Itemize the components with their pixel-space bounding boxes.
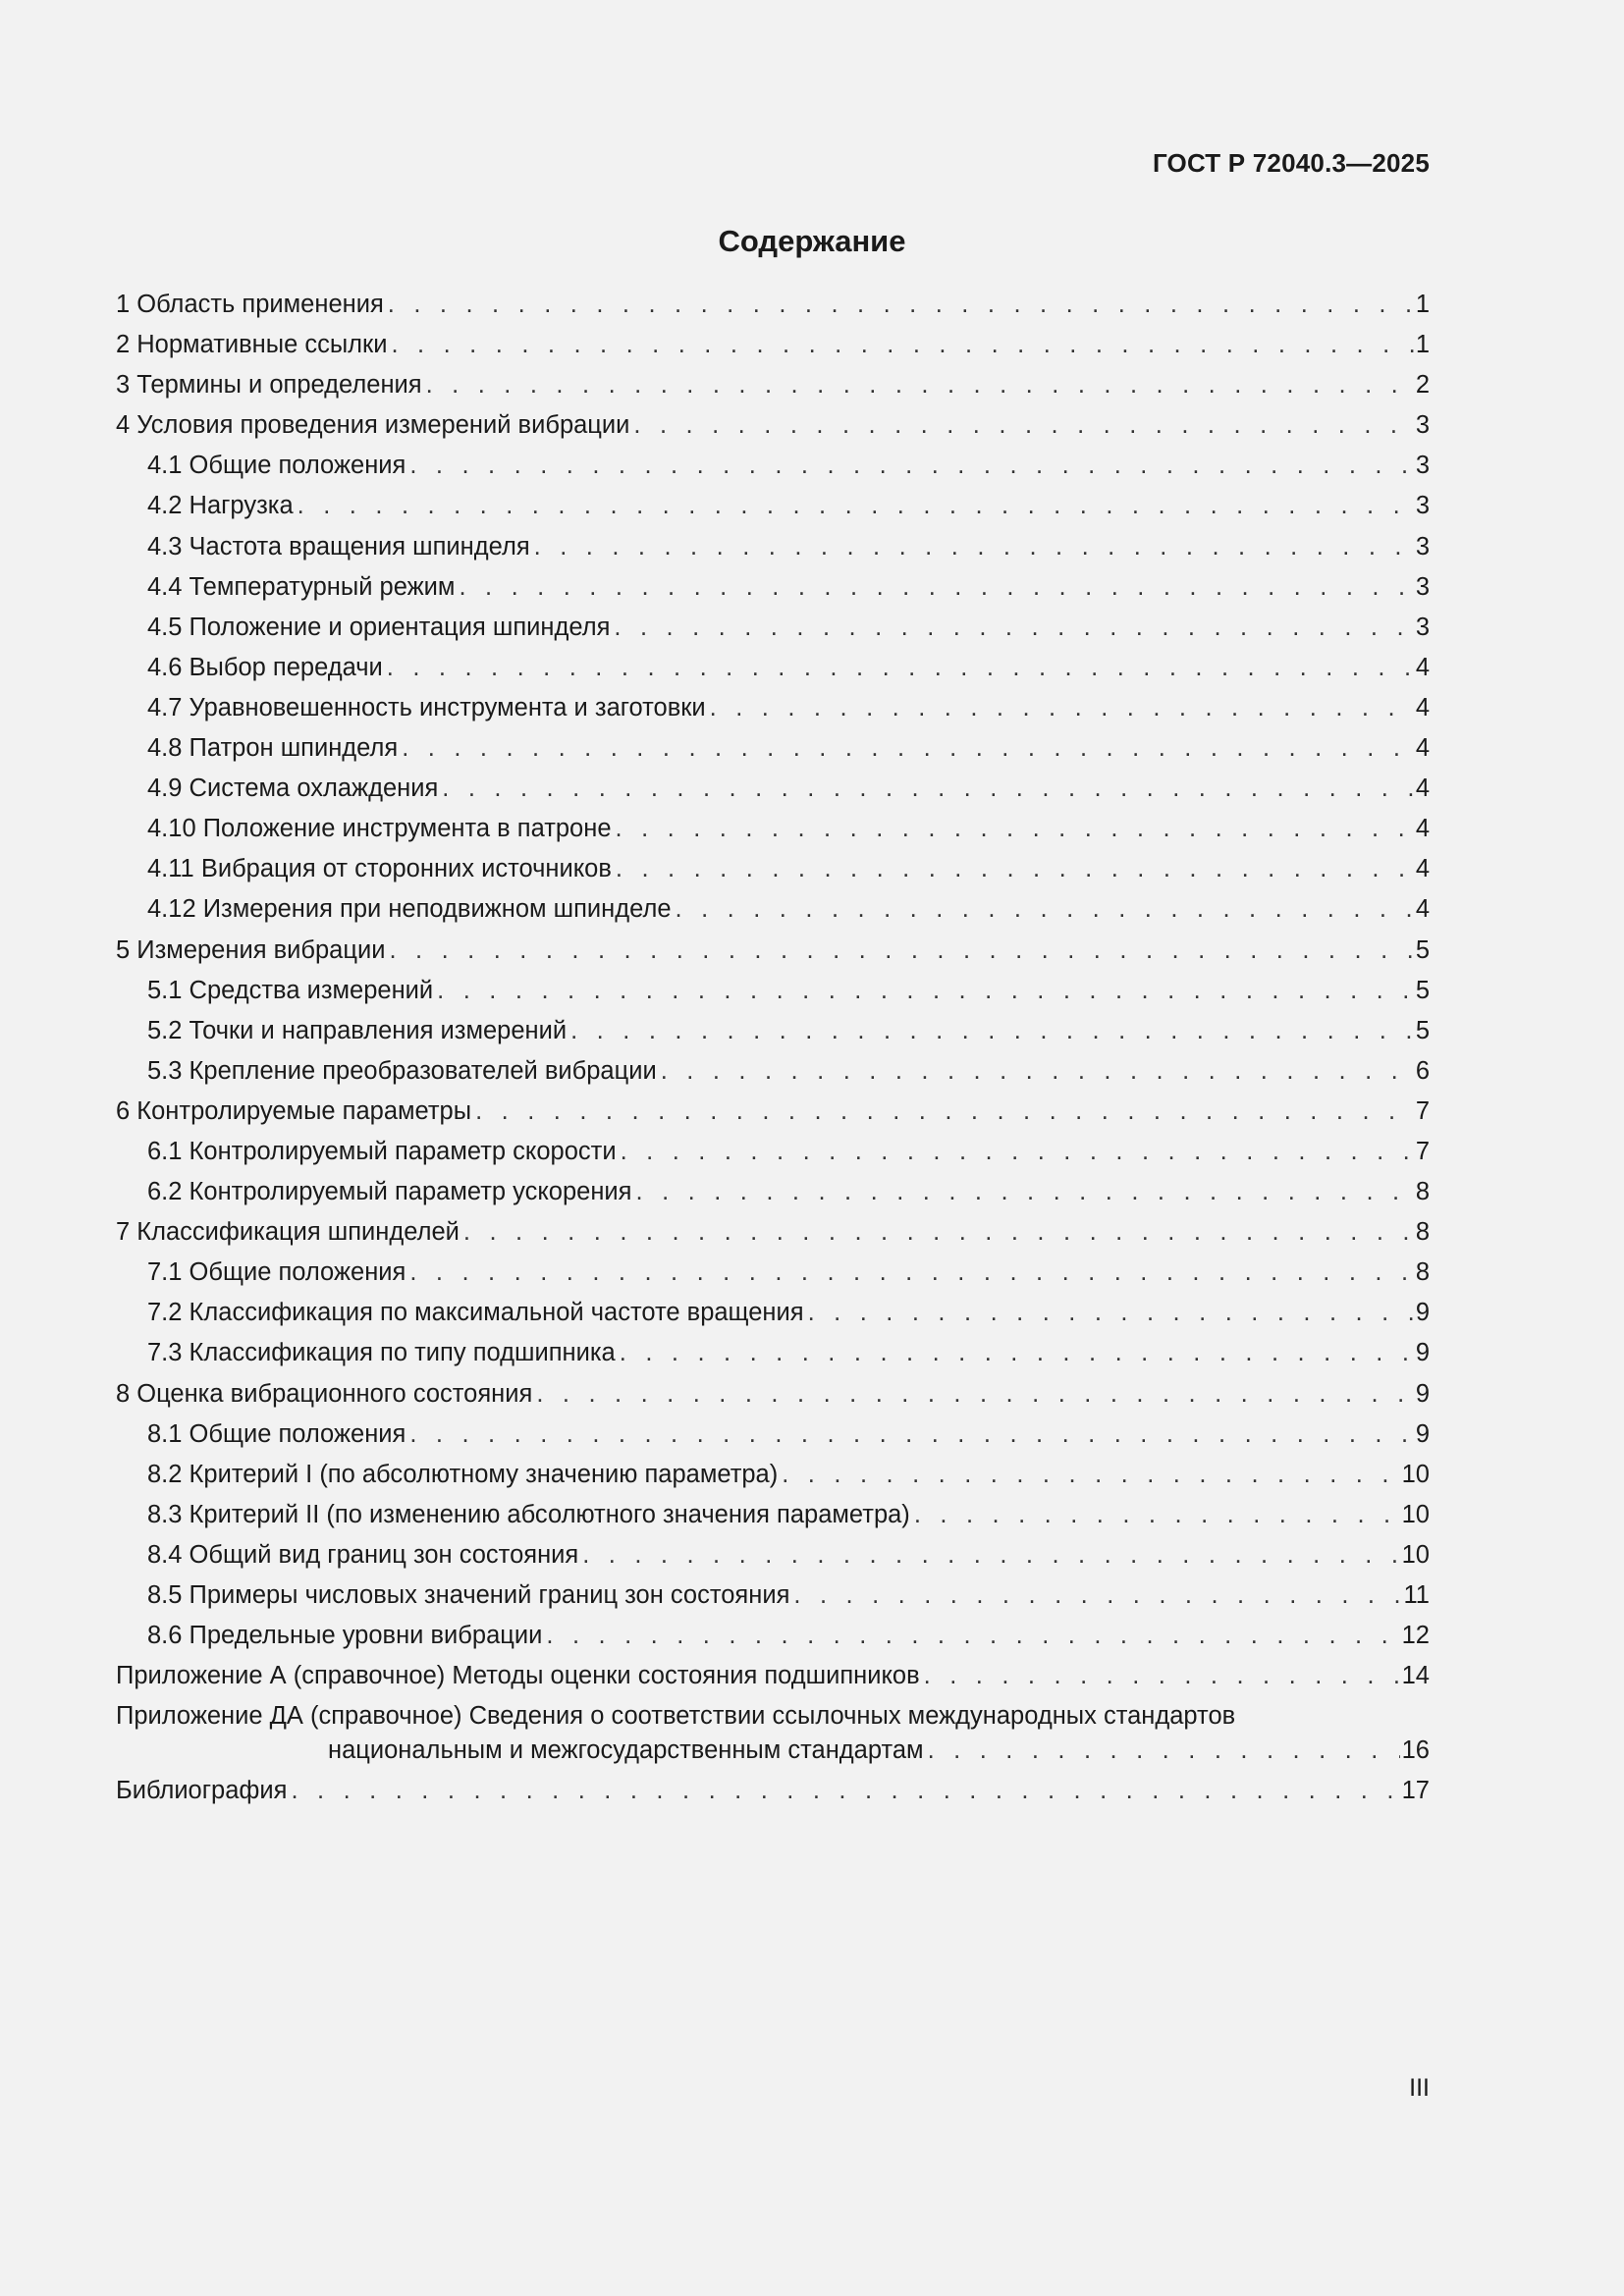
toc-entry-page: 5	[1415, 935, 1430, 964]
toc-entry[interactable]	[116, 325, 1430, 365]
toc-dot-leader	[442, 769, 1414, 809]
toc-entry[interactable]	[116, 608, 1430, 648]
toc-entry-page: 3	[1415, 452, 1430, 480]
toc-entry-label: 4 Условия проведения измерений вибрации	[116, 411, 630, 440]
page-number: III	[1409, 2074, 1430, 2102]
toc-dot-leader	[710, 688, 1414, 728]
toc-entry[interactable]	[116, 1575, 1430, 1616]
toc-dot-leader	[621, 1132, 1414, 1172]
toc-entry[interactable]	[116, 1253, 1430, 1293]
toc-entry-label: 2 Нормативные ссылки	[116, 331, 388, 359]
toc-entry-page: 3	[1415, 492, 1430, 520]
toc-entry-label: 4.12 Измерения при неподвижном шпинделе	[147, 895, 672, 924]
toc-entry-label: 4.11 Вибрация от сторонних источников	[147, 855, 612, 883]
toc-dot-leader	[661, 1051, 1414, 1092]
toc-entry-label: 8.4 Общий вид границ зон состояния	[147, 1540, 579, 1569]
toc-dot-leader	[582, 1535, 1399, 1575]
toc-entry[interactable]	[116, 688, 1430, 728]
toc-dot-leader	[291, 1771, 1399, 1811]
toc-entry[interactable]	[116, 405, 1430, 446]
toc-entry[interactable]	[116, 1415, 1430, 1455]
toc-entry-page: 3	[1415, 572, 1430, 601]
toc-entry-label: 8.6 Предельные уровни вибрации	[147, 1622, 543, 1650]
toc-dot-leader	[475, 1092, 1414, 1132]
toc-dot-leader	[387, 648, 1414, 688]
toc-entry-label: 8.2 Критерий I (по абсолютному значению параметра)	[147, 1460, 779, 1488]
toc-entry-label: 7.3 Классификация по типу подшипника	[147, 1339, 616, 1367]
toc-entry-label: 4.6 Выбор передачи	[147, 653, 383, 681]
toc-dot-leader	[402, 728, 1414, 769]
toc-entry-page: 5	[1415, 976, 1430, 1004]
toc-entry[interactable]	[116, 849, 1430, 889]
toc-entry[interactable]	[116, 971, 1430, 1011]
toc-entry-label: 4.1 Общие положения	[147, 452, 406, 480]
toc-entry-label: 4.3 Частота вращения шпинделя	[147, 532, 530, 561]
toc-entry[interactable]	[116, 1696, 1430, 1771]
toc-entry-page: 10	[1401, 1540, 1430, 1569]
toc-entry-page: 6	[1415, 1056, 1430, 1085]
toc-entry-label: Приложение ДА (справочное) Сведения о соответствии ссылочных международных стандартов	[116, 1702, 1236, 1731]
toc-entry-page: 4	[1415, 734, 1430, 763]
toc-dot-leader	[616, 809, 1414, 849]
toc-dot-leader	[437, 971, 1414, 1011]
toc-entry-label: Приложение А (справочное) Методы оценки состояния подшипников	[116, 1662, 920, 1690]
toc-dot-leader	[536, 1374, 1414, 1415]
toc-dot-leader	[808, 1293, 1414, 1333]
toc-title: Содержание	[718, 224, 906, 258]
toc-entry-label: 5 Измерения вибрации	[116, 935, 386, 964]
toc-entry-page: 3	[1415, 613, 1430, 641]
toc-entry-label: 8 Оценка вибрационного состояния	[116, 1379, 533, 1408]
toc-dot-leader	[409, 446, 1413, 486]
toc-dot-leader	[636, 1172, 1414, 1212]
toc-entry[interactable]	[116, 1374, 1430, 1415]
toc-entry-label: 5.2 Точки и направления измерений	[147, 1016, 568, 1044]
toc-entry-label: 4.7 Уравновешенность инструмента и заготовки	[147, 693, 706, 721]
toc-entry-label: 4.5 Положение и ориентация шпинделя	[147, 613, 611, 641]
toc-entry[interactable]	[116, 1535, 1430, 1575]
toc-entry-label: 4.2 Нагрузка	[147, 492, 294, 520]
toc-dot-leader	[633, 405, 1413, 446]
toc-entry[interactable]	[116, 486, 1430, 526]
toc-entry-label: 8.5 Примеры числовых значений границ зон состояния	[147, 1581, 790, 1609]
toc-entry-page: 10	[1401, 1500, 1430, 1528]
toc-dot-leader	[389, 931, 1413, 971]
toc-entry[interactable]	[116, 1333, 1430, 1373]
toc-dot-leader	[924, 1656, 1400, 1696]
toc-dot-leader	[793, 1575, 1401, 1616]
toc-entry-page: 4	[1415, 855, 1430, 883]
toc-entry[interactable]	[116, 1051, 1430, 1092]
toc-dot-leader	[782, 1455, 1399, 1495]
toc-dot-leader	[391, 325, 1413, 365]
toc-entry-page: 9	[1415, 1339, 1430, 1367]
toc-entry-page: 4	[1415, 815, 1430, 843]
toc-dot-leader	[426, 365, 1414, 405]
toc-dot-leader	[914, 1495, 1400, 1535]
toc-entry-label: 4.10 Положение инструмента в патроне	[147, 815, 612, 843]
toc-dot-leader	[614, 608, 1413, 648]
toc-dot-leader	[928, 1734, 1400, 1768]
toc-dot-leader	[546, 1616, 1399, 1656]
toc-entry[interactable]	[116, 1212, 1430, 1253]
toc-entry-page: 1	[1415, 331, 1430, 359]
toc-dot-leader	[409, 1415, 1413, 1455]
toc-entry-page: 10	[1401, 1460, 1430, 1488]
toc-entry-label: 8.1 Общие положения	[147, 1419, 406, 1448]
toc-dot-leader	[298, 486, 1414, 526]
toc-entry[interactable]	[116, 1455, 1430, 1495]
toc-entry-page: 11	[1403, 1581, 1430, 1609]
toc-entry-page: 9	[1415, 1379, 1430, 1408]
toc-entry[interactable]	[116, 889, 1430, 930]
toc-entry[interactable]	[116, 365, 1430, 405]
toc-entry[interactable]	[116, 728, 1430, 769]
toc-entry-page: 8	[1415, 1258, 1430, 1287]
toc-entry-page: 9	[1415, 1419, 1430, 1448]
toc-entry-page: 7	[1415, 1096, 1430, 1125]
toc-dot-leader	[459, 567, 1413, 608]
toc-dot-leader	[570, 1011, 1414, 1051]
toc-entry-label: 5.1 Средства измерений	[147, 976, 434, 1004]
toc-dot-leader	[676, 889, 1414, 930]
document-code: ГОСТ Р 72040.3—2025	[1152, 148, 1430, 178]
toc-entry-page: 14	[1401, 1662, 1430, 1690]
toc-dot-leader	[616, 849, 1414, 889]
toc-entry-label: 4.4 Температурный режим	[147, 572, 456, 601]
toc-entry-label: 7.1 Общие положения	[147, 1258, 406, 1287]
toc-entry-page: 4	[1415, 895, 1430, 924]
toc-entry-page: 2	[1415, 371, 1430, 400]
toc-entry-page: 4	[1415, 653, 1430, 681]
toc-entry-label: 1 Область применения	[116, 291, 384, 318]
toc-entry-page: 7	[1415, 1137, 1430, 1165]
toc-entry[interactable]	[116, 809, 1430, 849]
toc-entry[interactable]	[116, 1011, 1430, 1051]
toc-entry-page: 1	[1415, 291, 1430, 318]
toc-entry-page: 3	[1415, 532, 1430, 561]
toc-entry-page: 5	[1415, 1016, 1430, 1044]
toc-entry[interactable]	[116, 527, 1430, 567]
toc-dot-leader	[409, 1253, 1413, 1293]
toc-entry-label: Библиография	[116, 1777, 288, 1805]
toc-entry[interactable]	[116, 285, 1430, 325]
toc-entry-label: 8.3 Критерий II (по изменению абсолютного значения параметра)	[147, 1500, 910, 1528]
toc-entry-label: 6.1 Контролируемый параметр скорости	[147, 1137, 617, 1165]
toc-entry[interactable]	[116, 1656, 1430, 1696]
toc-entry-page: 17	[1401, 1777, 1430, 1805]
toc-entry-page: 4	[1415, 693, 1430, 721]
toc-entry-label-continuation: национальным и межгосударственным стандартам	[328, 1736, 924, 1765]
toc-dot-leader	[463, 1212, 1414, 1253]
toc-dot-leader	[534, 527, 1414, 567]
toc-entry-page: 8	[1415, 1178, 1430, 1206]
toc-entry[interactable]	[116, 1495, 1430, 1535]
toc-entry[interactable]	[116, 1771, 1430, 1811]
toc-entry-label: 4.8 Патрон шпинделя	[147, 734, 399, 763]
toc-entry[interactable]	[116, 1172, 1430, 1212]
toc-entry-page: 16	[1401, 1736, 1430, 1765]
toc-entry-page: 4	[1415, 774, 1430, 803]
toc-entry[interactable]	[116, 648, 1430, 688]
toc-entry-label: 6.2 Контролируемый параметр ускорения	[147, 1178, 632, 1206]
toc-entry[interactable]	[116, 1616, 1430, 1656]
toc-dot-leader	[620, 1333, 1414, 1373]
toc-entry[interactable]	[116, 769, 1430, 809]
toc-entry-label: 7 Классификация шпинделей	[116, 1218, 460, 1247]
table-of-contents	[116, 285, 1430, 1811]
toc-entry-page: 12	[1401, 1622, 1430, 1650]
toc-entry-page: 8	[1415, 1218, 1430, 1247]
toc-entry[interactable]	[116, 1092, 1430, 1132]
toc-entry-label: 4.9 Система охлаждения	[147, 774, 439, 803]
toc-entry-label: 6 Контролируемые параметры	[116, 1096, 472, 1125]
toc-dot-leader	[388, 285, 1414, 325]
toc-entry[interactable]	[116, 1293, 1430, 1333]
toc-entry-label: 7.2 Классификация по максимальной частоте вращения	[147, 1299, 804, 1327]
toc-entry-page: 9	[1415, 1299, 1430, 1327]
toc-entry[interactable]	[116, 931, 1430, 971]
toc-entry[interactable]	[116, 446, 1430, 486]
toc-entry[interactable]	[116, 1132, 1430, 1172]
toc-entry-label: 3 Термины и определения	[116, 371, 422, 400]
toc-entry-label: 5.3 Крепление преобразователей вибрации	[147, 1056, 657, 1085]
toc-entry[interactable]	[116, 567, 1430, 608]
toc-entry-page: 3	[1415, 411, 1430, 440]
